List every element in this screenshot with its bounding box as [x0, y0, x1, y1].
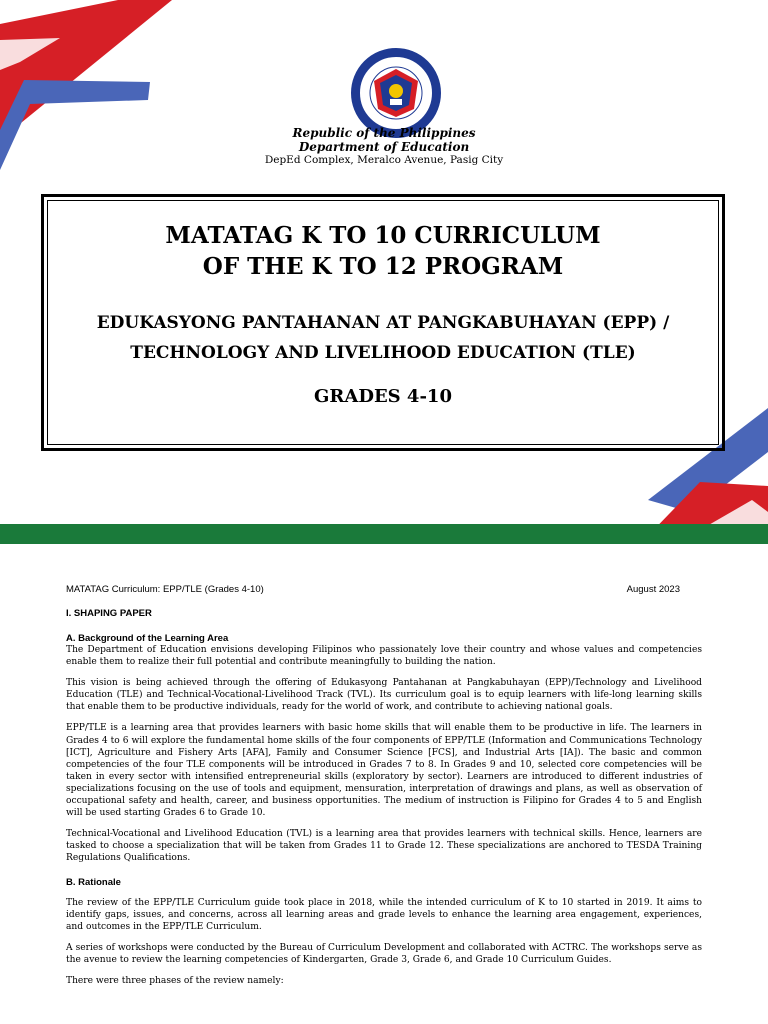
running-header-date: August 2023 [626, 584, 680, 595]
paragraph-3: EPP/TLE is a learning area that provides learners with basic home skills that will enable them to be productive in life. The learners in Grades 4 to 6 will explore the fundamental home skills of the four components of EPP/TLE (Information and Communications Technology [ICT], Agriculture and Fishery Arts [AFA], Family and Consumer Science [FCS], and Industrial Arts [IA]). The basic and common competencies of the four TLE components will be introduced in Grades 7 to 8. In Grades 9 and 10, selected core competencies will be taken in every sector with intensified entrepreneurial skills (exploratory by sector). Learners are introduced to different industries of specializations focusing on the use of tools and equipment, mensuration, interpretation of drawings and plans, as well as observation of occupational safety and health, career, and business opportunities. The medium of instruction is Filipino for Grades 4 to 5 and English will be used starting Grades 6 to Grade 10. [66, 723, 702, 819]
title-box [41, 194, 725, 451]
green-band [0, 524, 768, 544]
paragraph-6: A series of workshops were conducted by the Bureau of Curriculum Development and collaborated with ACTRC. The workshops serve as the avenue to review the learning competencies of Kindergarten, Grade 3, Grade 6, and Grade 10 Curriculum Guides. [66, 942, 702, 965]
paragraph-7: There were three phases of the review namely: [66, 975, 284, 986]
running-header-title: MATATAG Curriculum: EPP/TLE (Grades 4-10) [66, 584, 264, 595]
subsection-b-title: B. Rationale [66, 876, 121, 888]
ribbon-red-top-left [0, 0, 172, 140]
header-address: DepEd Complex, Meralco Avenue, Pasig City [264, 154, 504, 166]
section-title: I. SHAPING PAPER [66, 608, 152, 619]
running-header [66, 584, 702, 600]
document-page [66, 584, 702, 996]
paragraph-4: Technical-Vocational and Livelihood Education (TVL) is a learning area that provides learners with technical skills. Hence, learners are tasked to choose a specialization that will be taken from Grades 11 to Grade 12. These specializations are anchored to TESDA Training Regulations Qualifications. [66, 829, 702, 864]
title-line-2: OF THE K TO 12 PROGRAM [202, 253, 564, 280]
title-line-1: MATATAG K TO 10 CURRICULUM [165, 222, 601, 249]
paragraph-1: The Department of Education envisions developing Filipinos who passionately love their country and whose values and competencies enable them to realize their full potential and contribute meaningfully to building the nation. [66, 645, 702, 668]
subject-line-2: TECHNOLOGY AND LIVELIHOOD EDUCATION (TLE) [130, 343, 636, 363]
header-department: Department of Education [298, 140, 470, 154]
subsection-a-title: A. Background of the Learning Area [66, 633, 229, 644]
subject-line-1: EDUKASYONG PANTAHANAN AT PANGKABUHAYAN (EPP) / [96, 313, 670, 333]
paragraph-2: This vision is being achieved through the offering of Edukasyong Pantahanan at Pangkabuhayan (EPP)/Technology and Livelihood Education (TLE) and Technical-Vocational-Livelihood Track (TVL). Its curriculum goal is to equip learners with life-long learning skills that enable them to be productive individuals, ready for the world of work, and contribute to achieving national goals. [66, 678, 702, 713]
grades-label: GRADES 4-10 [314, 386, 452, 407]
header-republic: Republic of the Philippines [292, 126, 476, 140]
paragraph-5: The review of the EPP/TLE Curriculum guide took place in 2018, while the intended curriculum of K to 10 started in 2019. It aims to identify gaps, issues, and concerns, across all learning areas and grade levels to enhance the learning area engagement, experiences, and outcomes in the EPP/TLE Curriculum. [66, 897, 702, 932]
